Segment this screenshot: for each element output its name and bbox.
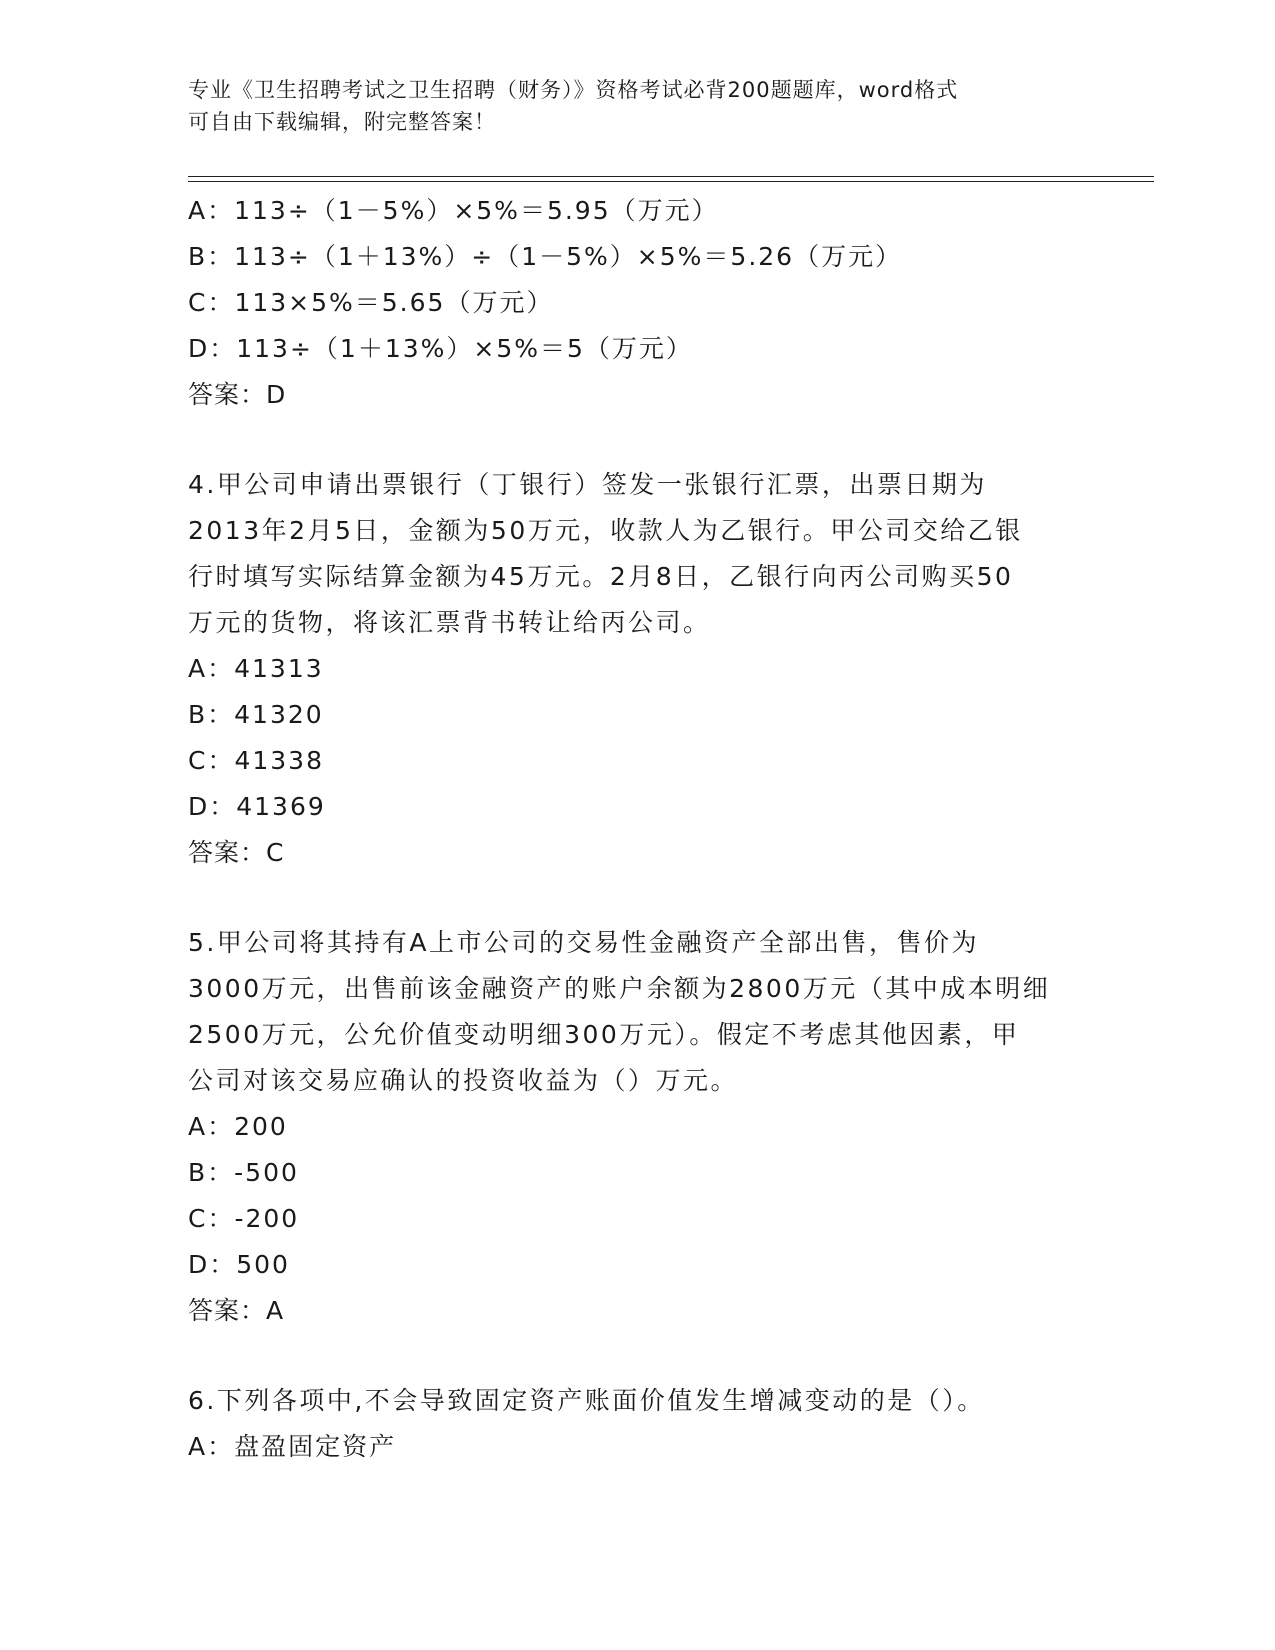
question-text — [188, 1378, 1088, 1424]
option-d: D：500 — [188, 1250, 290, 1279]
question-text-line: 3000万元，出售前该金融资产的账户余额为2800万元（其中成本明细 — [188, 974, 1051, 1003]
answer: 答案：A — [188, 1296, 285, 1325]
option-c: C：41338 — [188, 746, 324, 775]
header-divider-bottom — [188, 181, 1154, 182]
spacer — [188, 1334, 1088, 1378]
option-a: A：41313 — [188, 654, 324, 683]
question-text-line: 2500万元，公允价值变动明细300万元）。假定不考虑其他因素，甲 — [188, 1020, 1020, 1049]
question-4 — [188, 462, 1088, 876]
question-6 — [188, 1378, 1088, 1470]
question-content — [188, 188, 1088, 1470]
question-text — [188, 462, 1088, 646]
option-b: B：41320 — [188, 700, 324, 729]
header-title-line-1: 专业《卫生招聘考试之卫生招聘（财务）》资格考试必背200题题库，word格式 — [188, 78, 959, 102]
option-b: B：-500 — [188, 1158, 299, 1187]
header-title-line-2: 可自由下载编辑，附完整答案！ — [188, 110, 496, 134]
question-text-line: 4.甲公司申请出票银行（丁银行）签发一张银行汇票，出票日期为 — [188, 470, 987, 499]
question-text-line: 行时填写实际结算金额为45万元。2月8日，乙银行向丙公司购买50 — [188, 562, 1014, 591]
option-b: B：113÷（1＋13%）÷（1－5%）×5%＝5.26（万元） — [188, 242, 903, 271]
spacer — [188, 876, 1088, 920]
option-c: C：-200 — [188, 1204, 300, 1233]
option-a: A：盘盈固定资产 — [188, 1432, 397, 1461]
option-a: A：200 — [188, 1112, 288, 1141]
question-3 — [188, 188, 1088, 418]
option-d: D：113÷（1＋13%）×5%＝5（万元） — [188, 334, 693, 363]
question-5 — [188, 920, 1088, 1334]
option-c: C：113×5%＝5.65（万元） — [188, 288, 554, 317]
spacer — [188, 418, 1088, 462]
header-divider-top — [188, 176, 1154, 177]
question-text — [188, 920, 1088, 1104]
option-d: D：41369 — [188, 792, 326, 821]
answer: 答案：C — [188, 838, 285, 867]
document-header — [188, 74, 1088, 138]
option-a: A：113÷（1－5%）×5%＝5.95（万元） — [188, 196, 719, 225]
question-text-line: 公司对该交易应确认的投资收益为（）万元。 — [188, 1066, 739, 1095]
question-text-line: 6.下列各项中,不会导致固定资产账面价值发生增减变动的是（）。 — [188, 1386, 985, 1415]
question-text-line: 万元的货物，将该汇票背书转让给丙公司。 — [188, 608, 711, 637]
question-text-line: 5.甲公司将其持有A上市公司的交易性金融资产全部出售，售价为 — [188, 928, 979, 957]
answer: 答案：D — [188, 380, 287, 409]
question-text-line: 2013年2月5日，金额为50万元，收款人为乙银行。甲公司交给乙银 — [188, 516, 1023, 545]
